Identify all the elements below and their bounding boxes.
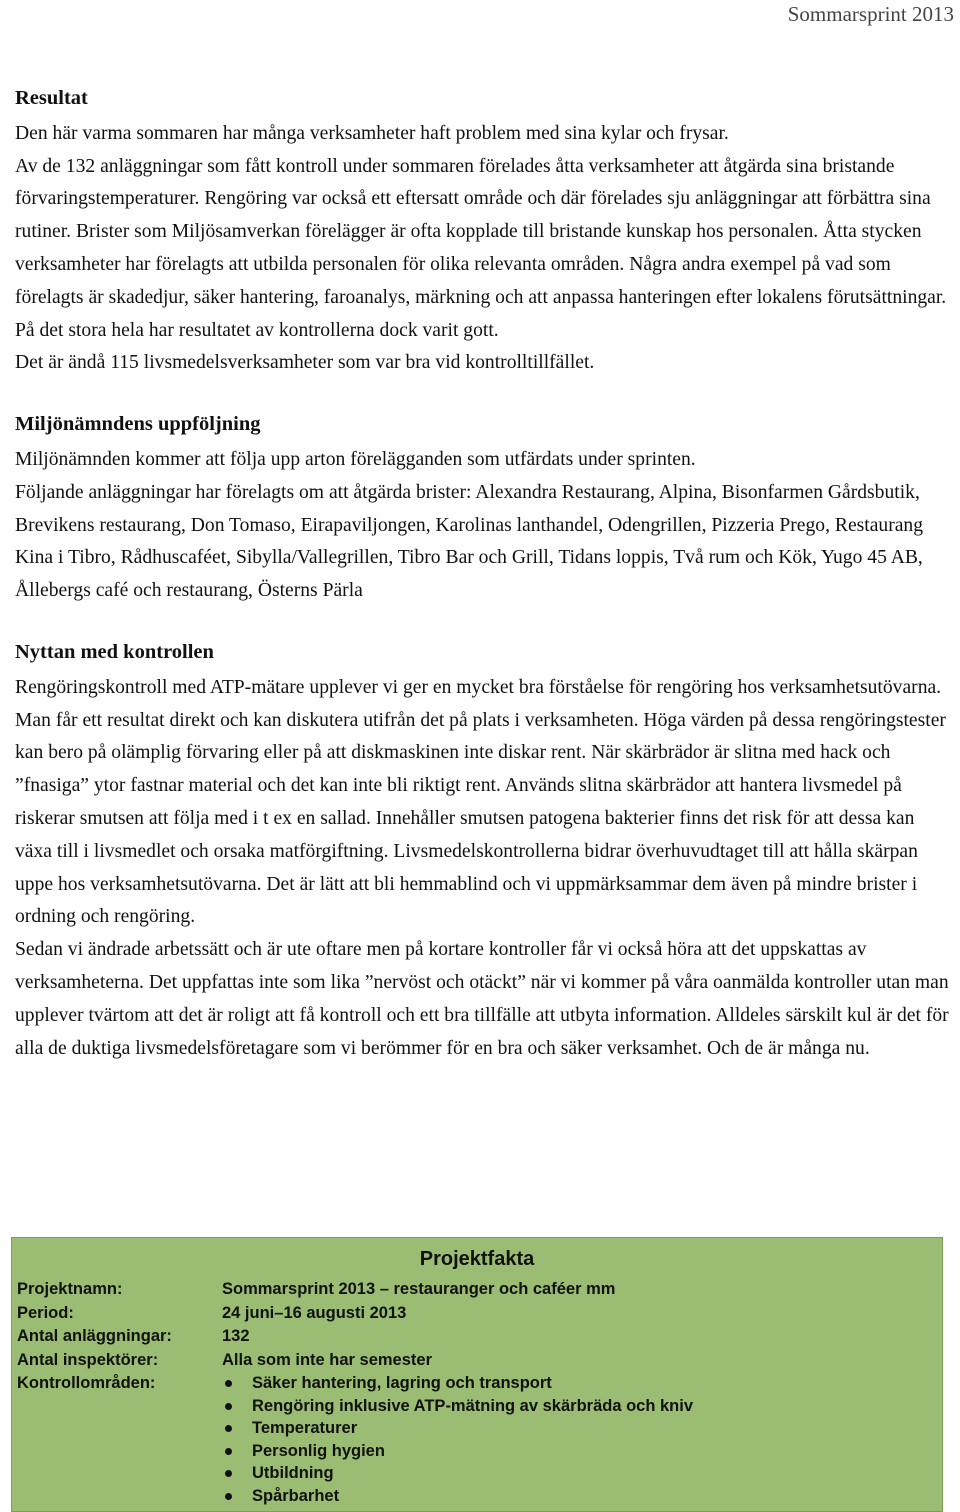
- section-heading-nyttan: Nyttan med kontrollen: [15, 640, 214, 663]
- paragraph: Av de 132 anläggningar som fått kontroll under sommaren förelades åtta verksamheter att åtgärda sina bristande förvaringstemperaturer. Rengöring var också ett eftersatt område och där förelades sju anläggningar att förbättra sina rutiner. Brister som Miljösamverkan förelägger är ofta kopplade till bristande kunskap hos personalen. Åtta stycken verksamheter har förelagts att utbilda personalen för olika relevanta områden. Några andra exempel på vad som förelagts är skadedjur, säker hantering, faroanalys, märkning och att anpassa hanteringen efter lokalens förutsättningar. På det stora hela har resultatet av kontrollerna dock varit gott.: [15, 155, 947, 341]
- bullet-icon: [225, 1470, 232, 1477]
- paragraph: Rengöringskontroll med ATP-mätare upplever vi ger en mycket bra förståelse för rengöring hos verksamhetsutövarna. Man får ett resultat direkt och kan diskutera utifrån det på plats i verksamheten. Höga värden på dessa rengöringstester kan bero på olämplig förvaring eller på att diskmaskinen inte diskar rent. När skärbrädor är slitna med hack och ”fnasiga” ytor fastnar material och det kan inte bli riktigt rent. Används slitna skärbrädor att hantera livsmedel på riskerar smutsen att följa med i t ex en sallad. Innehåller smutsen patogena bakterier finns det risk för att dessa kan växa till i livsmedlet och orsaka matförgiftning. Livsmedelskontrollerna bidrar överhuvudtaget till att hålla skärpan uppe hos verksamhetsutövarna. Det är lätt att bli hemmablind och vi uppmärksammar dem även på mindre brister i ordning och rengöring.: [15, 676, 946, 928]
- facts-label: Kontrollområden:: [17, 1374, 156, 1392]
- running-header: Sommarsprint 2013: [787, 2, 954, 26]
- bullet-icon: [225, 1448, 232, 1455]
- section-uppfoljning: [15, 408, 955, 608]
- section-heading-resultat: Resultat: [15, 87, 88, 109]
- facts-row: [17, 1302, 937, 1326]
- facts-value: 132: [222, 1327, 250, 1345]
- project-facts-table: [17, 1278, 937, 1507]
- list-item: [222, 1440, 937, 1463]
- facts-row: [17, 1372, 937, 1507]
- section-resultat: [15, 82, 955, 380]
- facts-value: Alla som inte har semester: [222, 1350, 433, 1369]
- paragraph: Det är ändå 115 livsmedelsverksamheter som var bra vid kontrolltillfället.: [15, 352, 595, 374]
- list-item: [222, 1395, 937, 1418]
- paragraph: Den här varma sommaren har många verksamheter haft problem med sina kylar och frysar.: [15, 122, 729, 144]
- facts-value: 24 juni–16 augusti 2013: [222, 1303, 407, 1322]
- list-item: [222, 1485, 937, 1508]
- facts-row: [17, 1278, 937, 1302]
- list-item-text: Temperaturer: [252, 1419, 358, 1437]
- facts-row: [17, 1325, 937, 1349]
- bullet-icon: [225, 1425, 232, 1432]
- bullet-icon: [225, 1380, 232, 1387]
- paragraph: Följande anläggningar har förelagts om att åtgärda brister: Alexandra Restaurang, Alpina, Bisonfarmen Gårdsbutik, Brevikens restaurang, Don Tomaso, Eirapaviljongen, Karolinas lanthandel, Odengrillen, Pizzeria Prego, Restaurang Kina i Tibro, Rådhuscaféet, Sibylla/Vallegrillen, Tibro Bar och Grill, Tidans loppis, Två rum och Kök, Yugo 45 AB, Ållebergs café och restaurang, Österns Pärla: [15, 481, 924, 602]
- list-item: [222, 1372, 937, 1395]
- facts-label: Antal anläggningar:: [17, 1327, 172, 1345]
- section-nyttan: [15, 636, 955, 1065]
- document-body: [15, 82, 955, 1065]
- facts-value: [222, 1372, 937, 1507]
- bullet-icon: [225, 1493, 232, 1500]
- list-item-text: Personlig hygien: [252, 1441, 385, 1460]
- facts-label: Projektnamn:: [17, 1280, 123, 1298]
- list-item: [222, 1417, 937, 1440]
- list-item-text: Rengöring inklusive ATP-mätning av skärbräda och kniv: [252, 1396, 694, 1415]
- project-facts-box: [11, 1237, 943, 1512]
- list-item-text: Utbildning: [252, 1464, 334, 1482]
- list-item-text: Spårbarhet: [252, 1486, 340, 1505]
- paragraph: Sedan vi ändrade arbetssätt och är ute oftare men på kortare kontroller får vi också höra att det uppskattas av verksamheterna. Det uppfattas inte som lika ”nervöst och otäckt” när vi kommer på våra oanmälda kontroller utan man upplever tvärtom att det är roligt att få kontroll och ett bra tillfälle att utbyta information. Alldeles särskilt kul är det för alla de duktiga livsmedelsföretagare som vi berömmer för en bra och säker verksamhet. Och de är många nu.: [15, 939, 949, 1059]
- paragraph: Miljönämnden kommer att följa upp arton förelägganden som utfärdats under sprinten.: [15, 448, 696, 470]
- bullet-icon: [225, 1403, 232, 1410]
- section-heading-uppfoljning: Miljönämndens uppföljning: [15, 413, 261, 436]
- facts-value: Sommarsprint 2013 – restauranger och caféer mm: [222, 1280, 616, 1298]
- project-facts-title: Projektfakta: [419, 1248, 535, 1270]
- facts-label: Period:: [17, 1303, 74, 1322]
- list-item: [222, 1462, 937, 1485]
- facts-row: [17, 1349, 937, 1373]
- list-item-text: Säker hantering, lagring och transport: [252, 1374, 552, 1392]
- facts-label: Antal inspektörer:: [17, 1350, 159, 1369]
- kontroll-list: [222, 1372, 937, 1507]
